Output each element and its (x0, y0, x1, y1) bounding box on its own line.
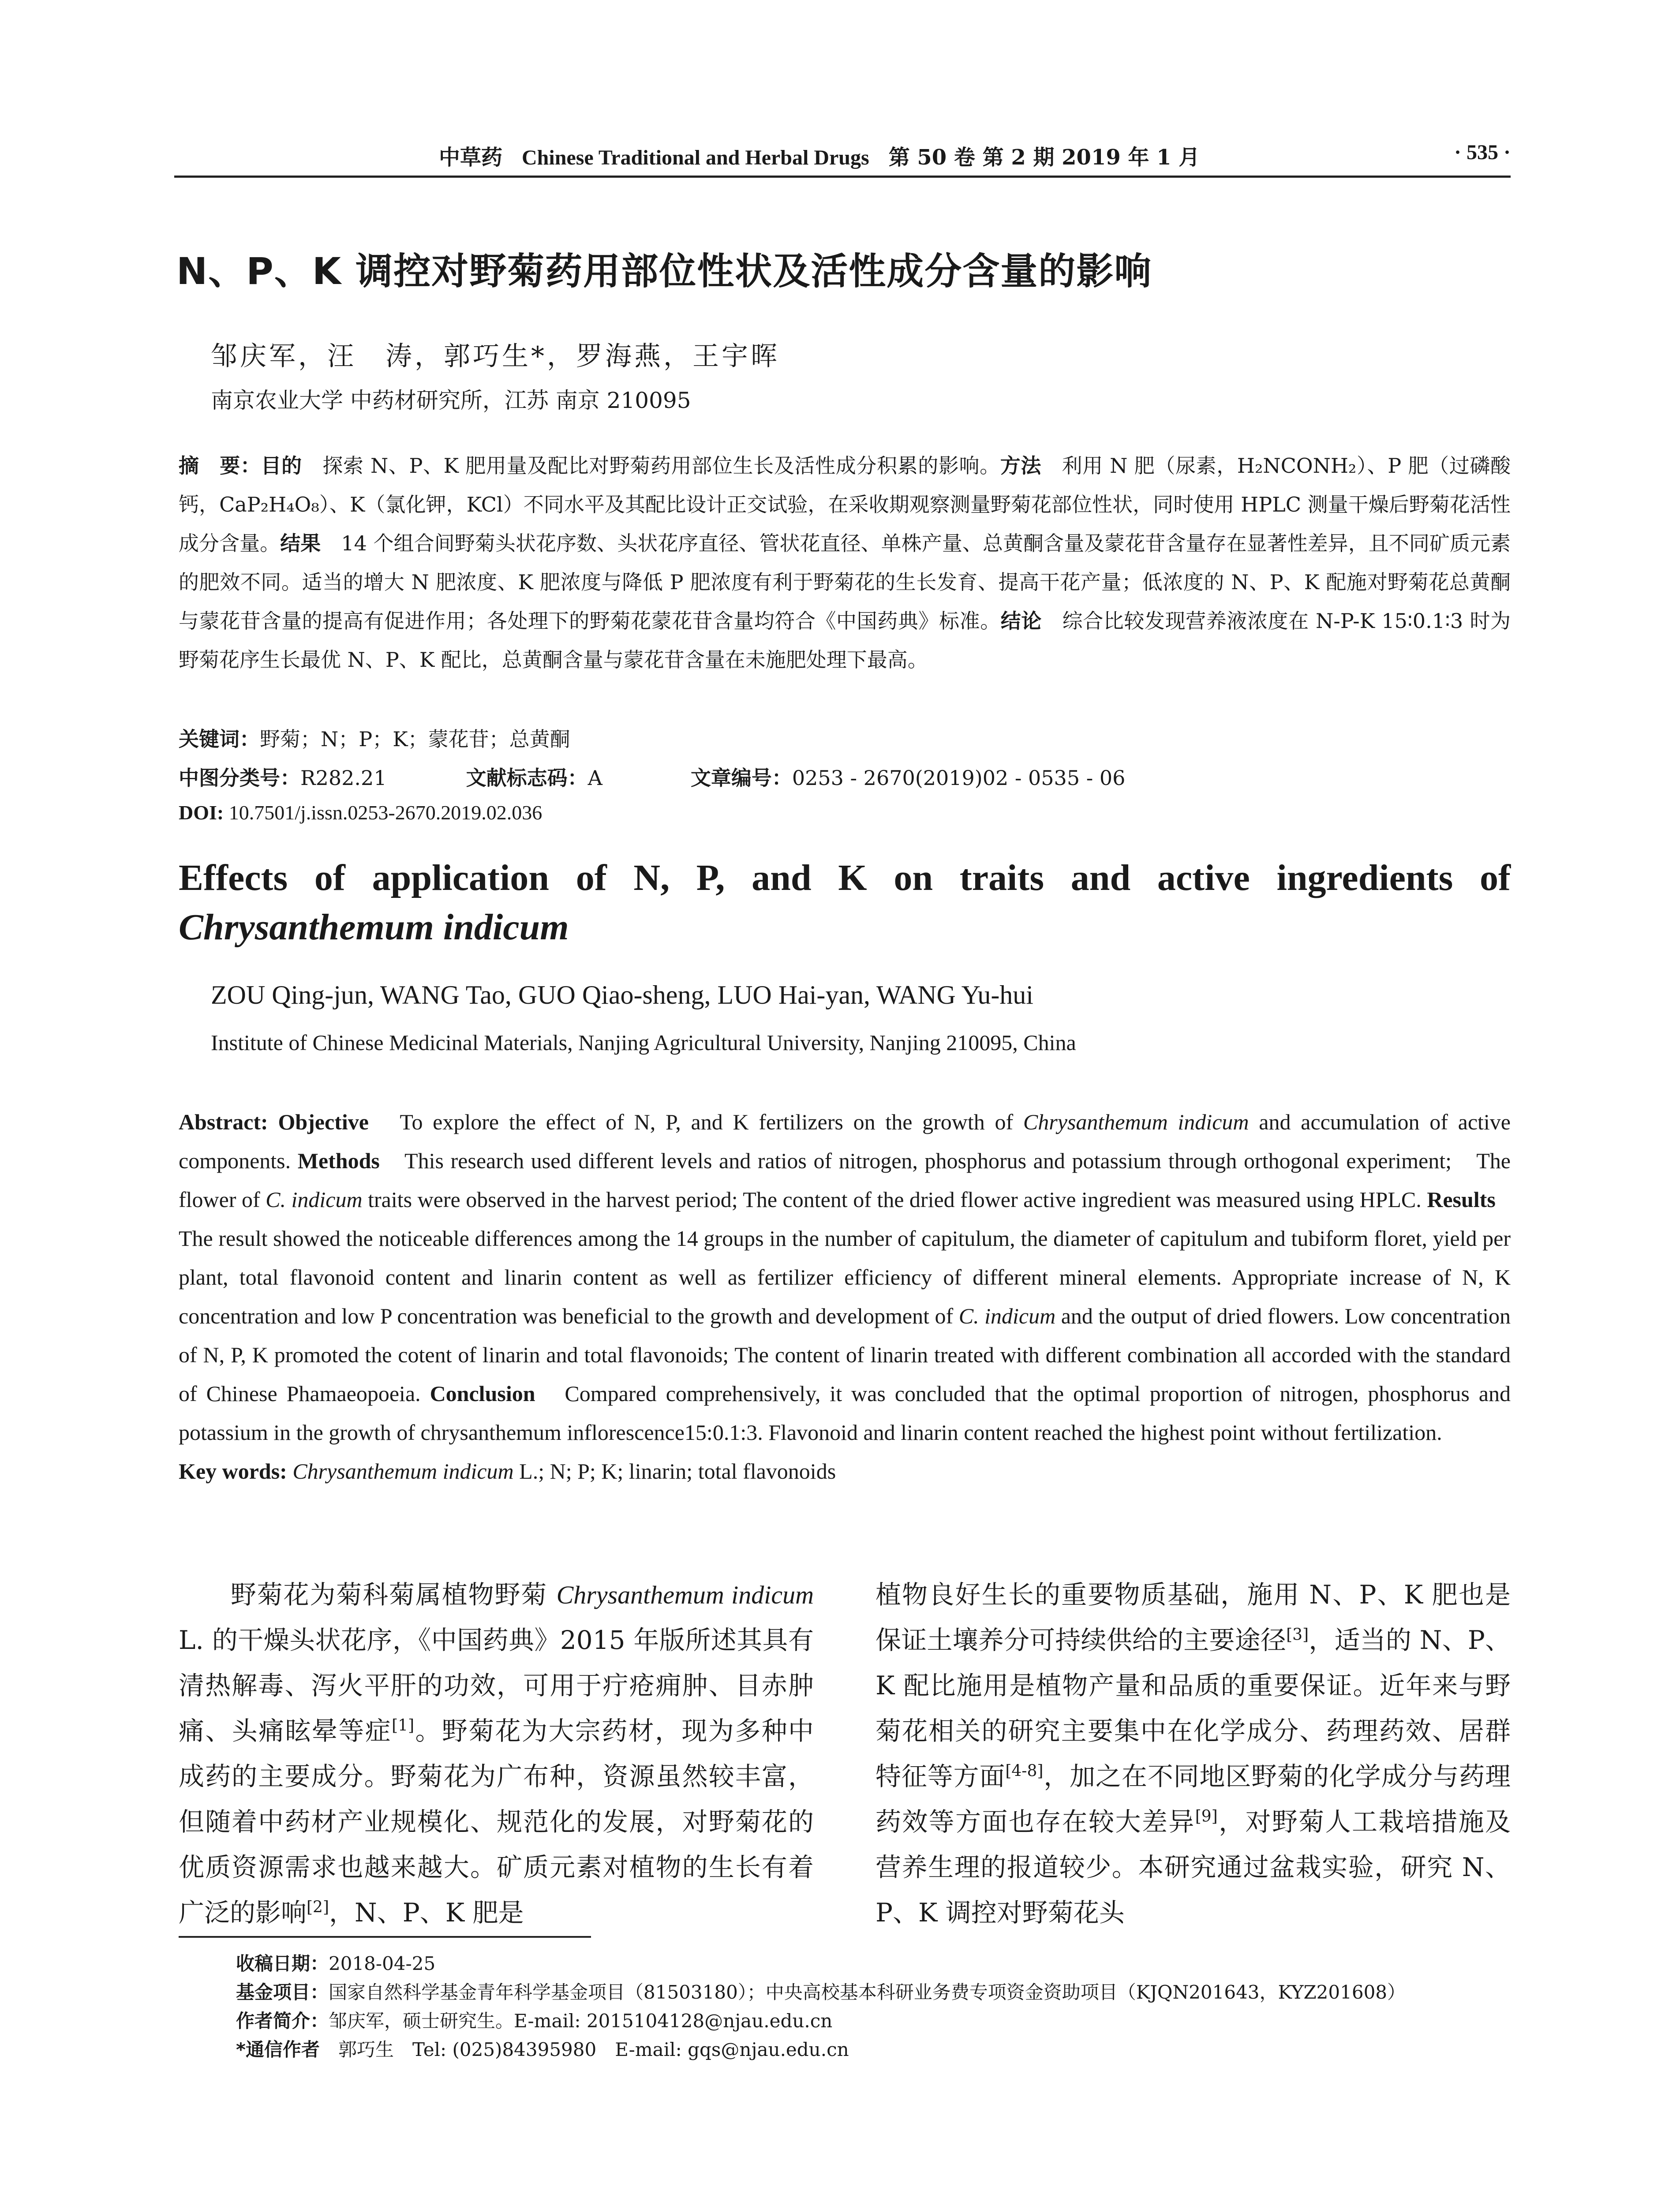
objective-en-cont: and accumulation of active components. (179, 1110, 1511, 1173)
abstract-cn-label: 摘 要： (179, 454, 261, 478)
doc-code-value: A (587, 766, 602, 790)
species-name: C. indicum (266, 1187, 363, 1212)
conclusion-en: Compared comprehensively, it was concluded that the optimal proportion of nitrogen, phosphorus and potassium in the growth of chrysanthemum inflorescence15:0.1:3. Flavonoid and linarin content reached the highest point without fertilization. (179, 1381, 1511, 1445)
species-name: Chrysanthemum indicum (292, 1459, 514, 1484)
body-text: ，适当的 N、P、K 配比施用是植物产量和品质的重要保证。近年来与野菊花相关的研究主要集中在化学成分、药理药效、居群特征等方面 (876, 1625, 1511, 1791)
doi-label: DOI: (179, 801, 224, 824)
page-number: · 535 · (1454, 141, 1511, 164)
footnote-text: 郭巧生 Tel: (025)84395980 E-mail: gqs@njau.edu.cn (319, 2039, 849, 2060)
methods-en: This research used different levels and ratios of nitrogen, phosphorus and potassium through orthogonal experiment; The flower of (179, 1148, 1511, 1212)
running-header (174, 140, 1511, 171)
article-number-label: 文章编号： (690, 766, 792, 790)
footnote-received (236, 1949, 1406, 1978)
body-text: ，对野菊人工栽培措施及营养生理的报道较少。本研究通过盆栽实验，研究 N、P、K 调控对野菊花头 (876, 1807, 1511, 1928)
body-column-left (179, 1572, 814, 1936)
footnote-label: 基金项目： (236, 1981, 329, 2003)
clc-label: 中图分类号： (179, 766, 300, 790)
body-text: 野菊花为菊科菊属植物野菊 (230, 1580, 557, 1610)
title-cn: N、P、K 调控对野菊药用部位性状及活性成分含量的影响 (176, 250, 1152, 293)
species-name: Chrysanthemum indicum (1023, 1110, 1249, 1134)
results-en: The result showed the noticeable differences among the 14 groups in the number of capitulum, the diameter of capitulum and tubiform floret, yield per plant, total flavonoid content and linarin content as well as fertilizer efficiency of different mineral elements. Appropriate increase of N, K concentration and low P concentration was beneficial to the growth and development of (179, 1187, 1518, 1328)
body-text: 植物良好生长的重要物质基础，施用 N、P、K 肥也是保证土壤养分可持续供给的主要途径 (876, 1580, 1511, 1655)
affiliation-cn: 南京农业大学 中药材研究所，江苏 南京 210095 (211, 388, 691, 413)
body-column-right (876, 1572, 1511, 1936)
keywords-cn (179, 723, 570, 752)
footnote-text: 2018-04-25 (329, 1953, 436, 1974)
citation-ref[interactable]: [1] (392, 1716, 415, 1735)
methods-cn: 利用 N 肥（尿素，H₂NCONH₂）、P 肥（过磷酸钙，CaP₂H₄O₈）、K（氯化钾，KCl）不同水平及其配比设计正交试验，在采收期观察测量野菊花部位性状，同时使用 HPLC 测量干燥后野菊花活性成分含量。 (179, 454, 1511, 555)
footnote-fund (236, 1978, 1406, 2007)
conclusion-label-cn: 结论 (1000, 609, 1042, 633)
objective-label-cn: 目的 (261, 454, 302, 478)
doc-code-label: 文献标志码： (466, 766, 588, 790)
footnote-text: 国家自然科学基金青年科学基金项目（81503180）；中央高校基本科研业务费专项资金资助项目（KJQN201643，KYZ201608） (329, 1981, 1406, 2003)
results-label-en: Results (1427, 1187, 1496, 1212)
species-name: Chrysanthemum indicum (556, 1581, 814, 1609)
issue-info: 第 50 卷 第 2 期 2019 年 1 月 (888, 145, 1200, 170)
keywords-en-label: Key words: (179, 1459, 287, 1484)
title-en-line2: Chrysanthemum indicum (179, 907, 569, 948)
citation-ref[interactable]: [2] (307, 1898, 329, 1917)
methods-label-cn: 方法 (1000, 454, 1042, 478)
abstract-cn (179, 446, 1511, 679)
keywords-cn-label: 关键词： (179, 727, 260, 751)
footnote-rule (179, 1936, 591, 1938)
title-en-line1: Effects of application of N, P, and K on traits and active ingredients of (179, 857, 1511, 898)
abstract-en-label: Abstract: Objective (179, 1110, 369, 1134)
clc-value: R282.21 (300, 766, 387, 790)
journal-name-en: Chinese Traditional and Herbal Drugs (522, 146, 869, 169)
header-journal-info (439, 140, 1219, 171)
body-text: 。野菊花为大宗药材，现为多种中成药的主要成分。野菊花为广布种，资源虽然较丰富，但随着中药材产业规模化、规范化的发展，对野菊花的优质资源需求也越来越大。矿质元素对植物的生长有着广泛的影响 (179, 1716, 814, 1928)
footnote-text: 邹庆军，硕士研究生。E-mail: 2015104128@njau.edu.cn (329, 2010, 833, 2032)
footnote-label: 收稿日期： (236, 1953, 329, 1974)
authors-cn: 邹庆军，汪 涛，郭巧生*，罗海燕，王宇晖 (211, 341, 780, 372)
conclusion-label-en: Conclusion (430, 1381, 535, 1406)
body-text: L. 的干燥头状花序，《中国药典》2015 年版所述其具有清热解毒、泻火平肝的功效，可用于疔疮痈肿、目赤肿痛、头痛眩晕等症 (179, 1625, 814, 1746)
methods-en-cont: traits were observed in the harvest period; The content of the dried flower active ingredient was measured using HPLC. (362, 1187, 1427, 1212)
classification-line (179, 762, 1125, 791)
doi-line (179, 801, 542, 824)
footnote-label: *通信作者 (236, 2039, 320, 2060)
conclusion-cn: 综合比较发现营养液浓度在 N-P-K 15∶0.1∶3 时为野菊花序生长最优 N、P、K 配比，总黄酮含量与蒙花苷含量在未施肥处理下最高。 (179, 609, 1511, 672)
footnotes (236, 1949, 1406, 2064)
footnote-label: 作者简介： (236, 2010, 329, 2032)
footnote-author (236, 2007, 1406, 2035)
journal-name-cn: 中草药 (439, 145, 503, 170)
results-cn: 14 个组合间野菊头状花序数、头状花序直径、管状花直径、单株产量、总黄酮含量及蒙花苷含量存在显著性差异，且不同矿质元素的肥效不同。适当的增大 N 肥浓度、K 肥浓度与降低 P 肥浓度有利于野菊花的生长发育、提高干花产量；低浓度的 N、P、K 配施对野菊花总黄酮与蒙花苷含量的提高有促进作用；各处理下的野菊花蒙花苷含量均符合《中国药典》标准。 (179, 531, 1511, 633)
results-label-cn: 结果 (280, 531, 321, 555)
footnote-corresponding (236, 2035, 1406, 2064)
objective-cn: 探索 N、P、K 肥用量及配比对野菊药用部位生长及活性成分积累的影响。 (302, 454, 1000, 478)
authors-en: ZOU Qing-jun, WANG Tao, GUO Qiao-sheng, LUO Hai-yan, WANG Yu-hui (211, 980, 1033, 1009)
results-en-cont: and the output of dried flowers. Low concentration of N, P, K promoted the cotent of linarin and total flavonoids; The content of linarin treated with different combination all accorded with the standard of Chinese Phamaeopoeia. (179, 1304, 1511, 1406)
species-name: C. indicum (958, 1304, 1056, 1328)
article-number-value: 0253 - 2670(2019)02 - 0535 - 06 (792, 766, 1126, 790)
header-rule (174, 176, 1511, 178)
abstract-en (179, 1102, 1518, 1491)
citation-ref[interactable]: [4-8] (1005, 1762, 1044, 1780)
methods-label-en: Methods (297, 1148, 380, 1173)
objective-en: To explore the effect of N, P, and K fertilizers on the growth of (368, 1110, 1023, 1134)
title-en (179, 853, 1511, 952)
keywords-en-text: L.; N; P; K; linarin; total flavonoids (513, 1459, 836, 1484)
citation-ref[interactable]: [9] (1195, 1807, 1218, 1826)
body-text: ，N、P、K 肥是 (329, 1898, 524, 1928)
keywords-cn-text: 野菊；N；P；K；蒙花苷；总黄酮 (260, 727, 570, 751)
citation-ref[interactable]: [3] (1286, 1626, 1309, 1644)
affiliation-en: Institute of Chinese Medicinal Materials, Nanjing Agricultural University, Nanjing 210095, China (211, 1030, 1076, 1055)
doi-link[interactable]: 10.7501/j.issn.0253-2670.2019.02.036 (228, 801, 543, 824)
body-text: ，加之在不同地区野菊的化学成分与药理药效等方面也存在较大差异 (876, 1761, 1511, 1837)
